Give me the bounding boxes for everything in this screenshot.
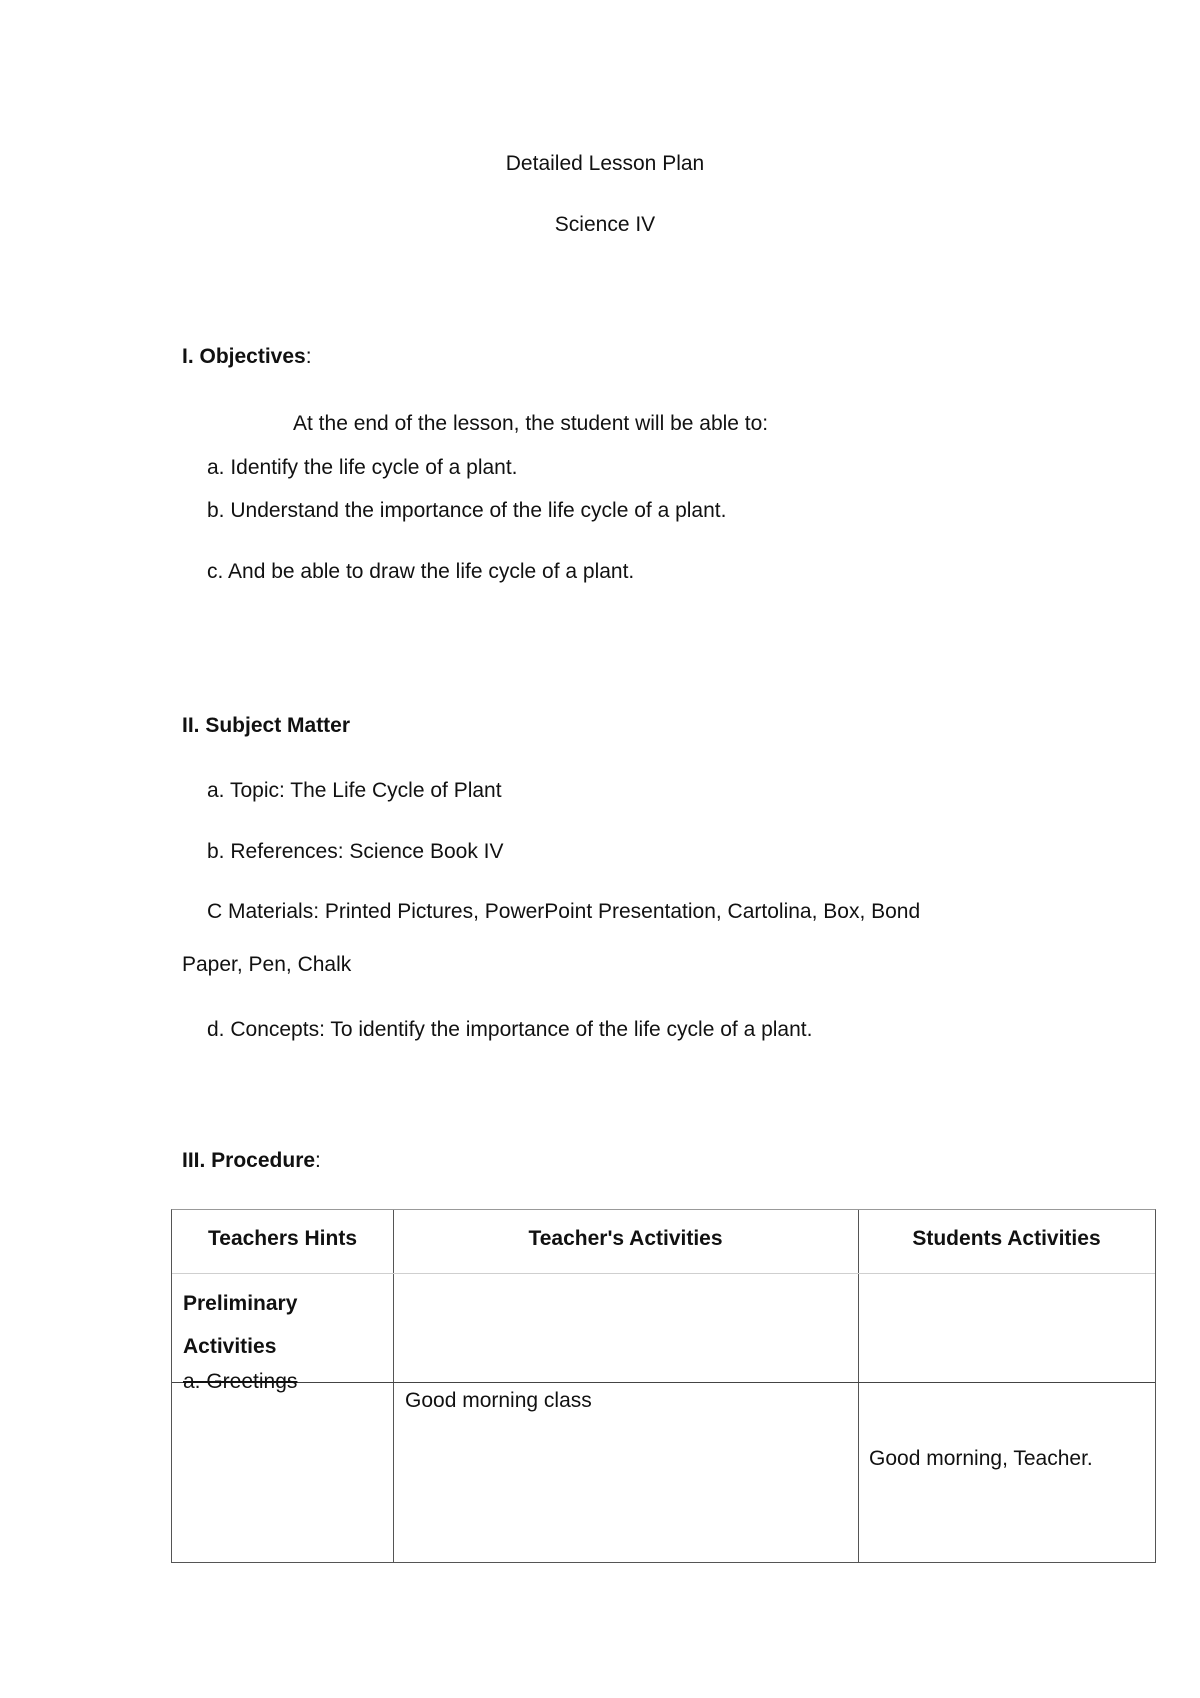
subject-concepts: d. Concepts: To identify the importance of the life cycle of a plant. — [207, 1018, 813, 1041]
objectives-intro: At the end of the lesson, the student will be able to: — [293, 412, 769, 435]
hint-preliminary: Preliminary — [183, 1292, 298, 1315]
objectives-heading-colon: : — [305, 345, 312, 368]
teacher-activity-greeting: Good morning class — [405, 1389, 592, 1412]
objective-item-b: b. Understand the importance of the life cycle of a plant. — [207, 499, 727, 522]
objectives-heading: I. Objectives — [182, 345, 306, 368]
document-title: Detailed Lesson Plan — [505, 152, 705, 175]
table-header-students-activities: Students Activities — [912, 1227, 1101, 1250]
table-divider-col1 — [393, 1210, 394, 1562]
procedure-heading-wrap — [182, 1150, 321, 1171]
subject-matter-heading: II. Subject Matter — [182, 714, 351, 737]
objective-item-a: a. Identify the life cycle of a plant. — [207, 456, 518, 479]
subject-materials-line1: C Materials: Printed Pictures, PowerPoint Presentation, Cartolina, Box, Bond — [207, 900, 921, 923]
hint-greetings: a. Greetings — [183, 1370, 298, 1393]
subject-references: b. References: Science Book IV — [207, 840, 504, 863]
student-activity-greeting: Good morning, Teacher. — [869, 1447, 1093, 1470]
table-divider-col2 — [858, 1210, 859, 1562]
subject-topic: a. Topic: The Life Cycle of Plant — [207, 779, 502, 802]
procedure-heading: III. Procedure — [182, 1149, 316, 1172]
subject-materials-line2: Paper, Pen, Chalk — [182, 953, 352, 976]
objectives-heading-wrap — [182, 346, 312, 367]
document-subtitle: Science IV — [554, 213, 656, 236]
procedure-heading-colon: : — [315, 1149, 321, 1172]
table-divider-row1 — [172, 1382, 1155, 1383]
procedure-table — [171, 1209, 1156, 1563]
table-header-teachers-hints: Teachers Hints — [208, 1227, 357, 1250]
objective-item-c: c. And be able to draw the life cycle of a plant. — [207, 560, 635, 583]
table-header-teachers-activities: Teacher's Activities — [528, 1227, 723, 1250]
hint-activities: Activities — [183, 1335, 277, 1358]
table-divider-header — [172, 1273, 1155, 1274]
